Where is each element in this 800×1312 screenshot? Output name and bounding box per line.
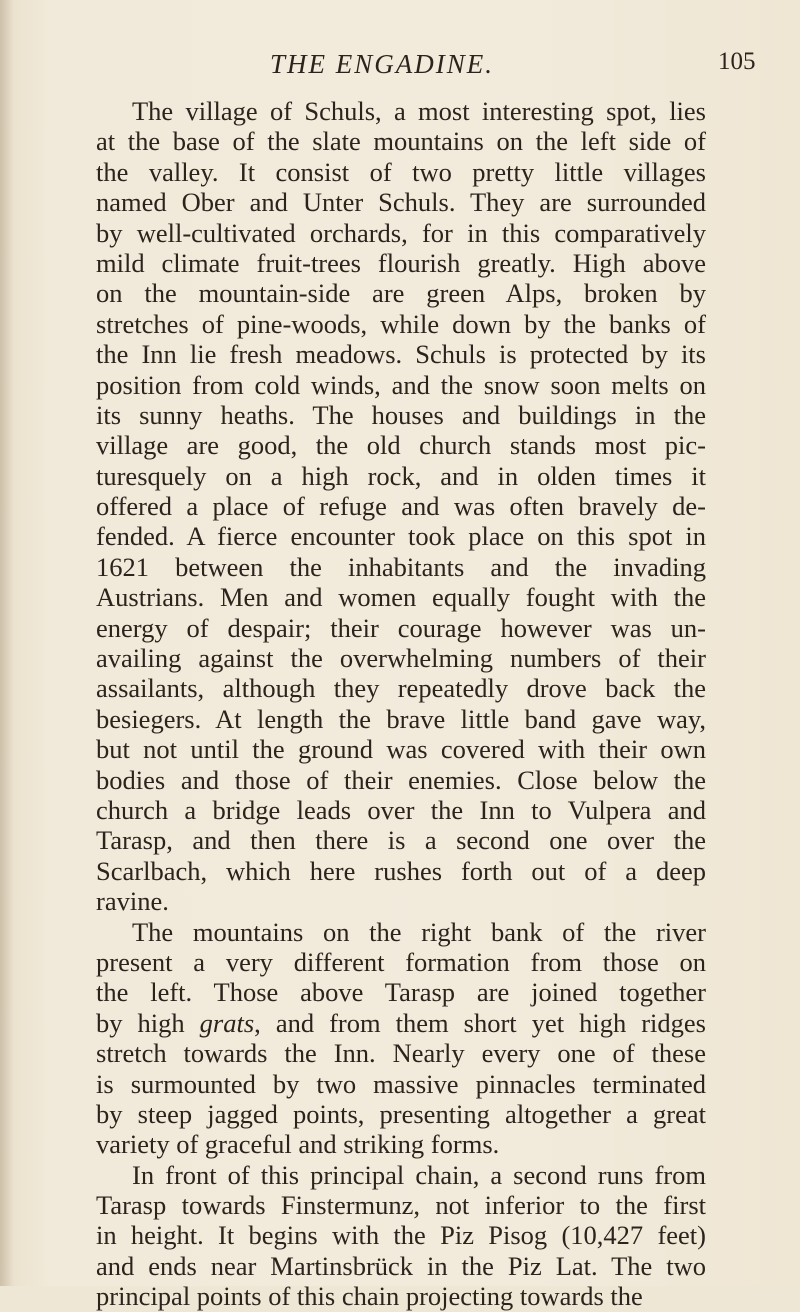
text-line: the left. Those above Tarasp are joined together — [96, 977, 706, 1008]
paragraph — [56, 96, 706, 917]
page-header — [0, 46, 800, 86]
text-line: by high grats, and from them short yet high ridges — [96, 1007, 706, 1038]
text-line: The mountains on the right bank of the river — [132, 916, 706, 947]
text-line: the Inn lie fresh meadows. Schuls is protected by its — [96, 339, 706, 370]
text-line: turesquely on a high rock, and in olden times it — [96, 460, 706, 491]
text-line: In front of this principal chain, a second runs from — [132, 1159, 706, 1190]
text-line: offered a place of refuge and was often bravely de- — [96, 491, 706, 522]
text-line: besiegers. At length the brave little band gave way, — [96, 703, 706, 734]
text-line: but not until the ground was covered with their own — [96, 734, 706, 765]
text-line: is surmounted by two massive pinnacles terminated — [96, 1068, 706, 1099]
running-head: THE ENGADINE. — [270, 49, 494, 79]
paragraph — [56, 917, 706, 1160]
text-line: bodies and those of their enemies. Close below the — [96, 764, 706, 795]
text-line: fended. A fierce encounter took place on this spot in — [96, 521, 706, 552]
text-line: Scarlbach, which here rushes forth out of a deep — [96, 855, 706, 886]
text-line: mild climate fruit-trees flourish greatly. High above — [96, 247, 706, 278]
text-line: the valley. It consist of two pretty little villages — [96, 156, 706, 187]
text-line: present a very different formation from those on — [96, 946, 706, 977]
text-line: stretches of pine-woods, while down by the banks of — [96, 308, 706, 339]
text-line: availing against the overwhelming numbers of their — [96, 643, 706, 674]
text-line: on the mountain-side are green Alps, broken by — [96, 278, 706, 309]
text-line: village are good, the old church stands most pic- — [96, 430, 706, 461]
text-line: church a bridge leads over the Inn to Vulpera and — [96, 794, 706, 825]
text-line: The village of Schuls, a most interesting spot, lies — [132, 96, 706, 126]
page-number: 105 — [718, 48, 756, 75]
text-line: in height. It begins with the Piz Pisog (10,427 feet) — [96, 1220, 706, 1251]
gutter-shadow — [0, 0, 14, 1286]
text-line: energy of despair; their courage however was un- — [96, 612, 706, 643]
text-line: by well-cultivated orchards, for in this comparatively — [96, 217, 706, 248]
text-line: by steep jagged points, presenting altogether a great — [96, 1098, 706, 1129]
text-line: Tarasp towards Finstermunz, not inferior to the first — [96, 1190, 706, 1221]
italic-term: grats — [199, 1007, 255, 1038]
text-line: principal points of this chain projecting towards the — [96, 1281, 643, 1312]
text-line: 1621 between the inhabitants and the invading — [96, 551, 706, 582]
text-line: at the base of the slate mountains on the left side of — [96, 126, 706, 157]
text-line: and ends near Martinsbrück in the Piz Lat. The two — [96, 1250, 706, 1281]
text-line: ravine. — [96, 886, 169, 917]
text-line: position from cold winds, and the snow soon melts on — [96, 369, 706, 400]
paragraph — [56, 1160, 706, 1312]
body-text — [56, 96, 706, 1312]
text-line: Tarasp, and then there is a second one over the — [96, 825, 706, 856]
text-line: named Ober and Unter Schuls. They are surrounded — [96, 187, 706, 218]
text-line: Austrians. Men and women equally fought with the — [96, 582, 706, 613]
text-line: its sunny heaths. The houses and buildings in the — [96, 399, 706, 430]
text-line: stretch towards the Inn. Nearly every one of these — [96, 1038, 706, 1069]
text-line: variety of graceful and striking forms. — [96, 1129, 500, 1160]
text-line: assailants, although they repeatedly drove back the — [96, 673, 706, 704]
